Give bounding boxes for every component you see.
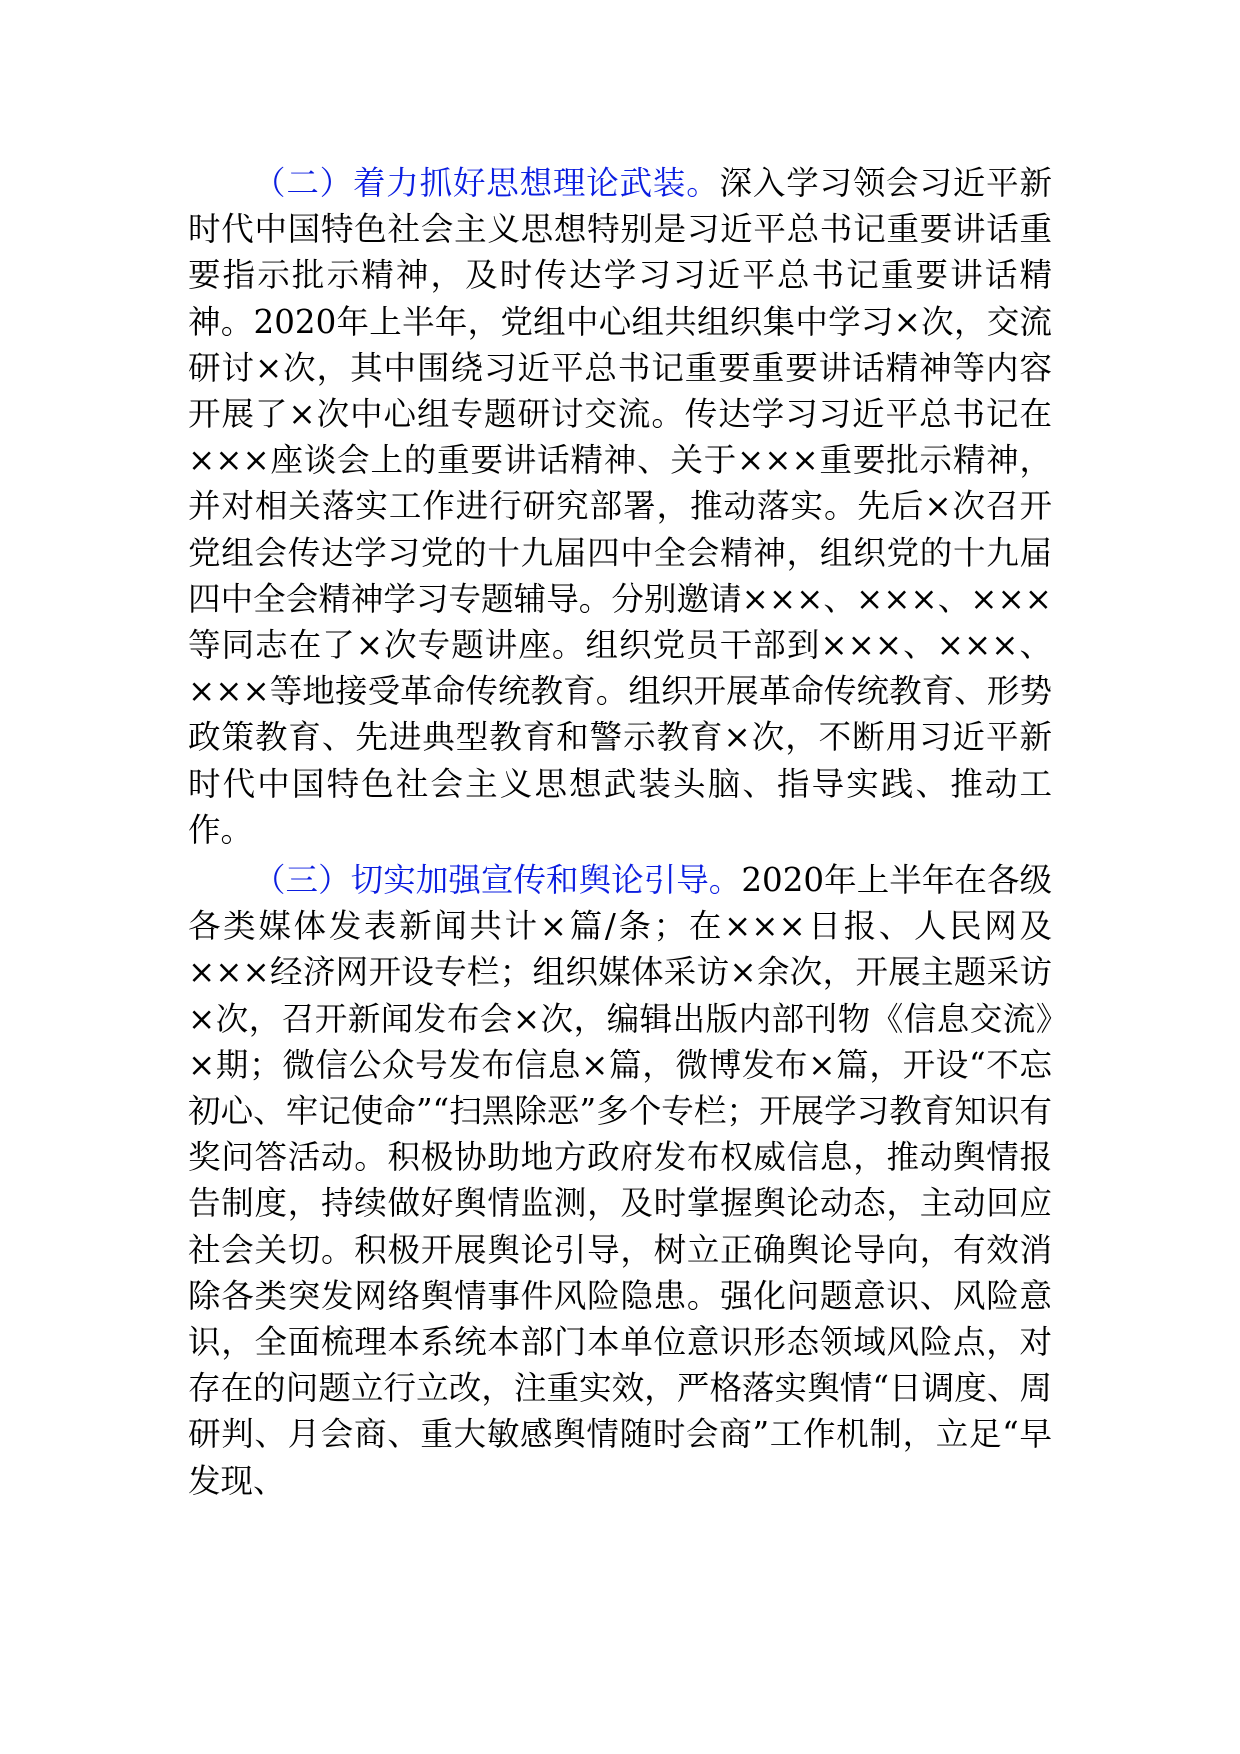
document-page: [188, 160, 1052, 1504]
paragraph-body-ideological-arming: 深入学习领会习近平新时代中国特色社会主义思想特别是习近平总书记重要讲话重要指示批示精神，及时传达学习习近平总书记重要讲话精神。2020年上半年，党组中心组共组织集中学习×次，交流研讨×次，其中围绕习近平总书记重要重要讲话精神等内容开展了×次中心组专题研讨交流。传达学习习近平总书记在×××座谈会上的重要讲话精神、关于×××重要批示精神，并对相关落实工作进行研究部署，推动落实。先后×次召开党组会传达学习党的十九届四中全会精神，组织党的十九届四中全会精神学习专题辅导。分别邀请×××、×××、×××等同志在了×次专题讲座。组织党员干部到×××、×××、×××等地接受革命传统教育。组织开展革命传统教育、形势政策教育、先进典型教育和警示教育×次，不断用习近平新时代中国特色社会主义思想武装头脑、指导实践、推动工作。: [188, 164, 1052, 849]
paragraph-publicity-guidance: [188, 857, 1052, 1504]
section-heading-publicity-guidance: （三）切实加强宣传和舆论引导。: [253, 861, 742, 900]
section-heading-ideological-arming: （二）着力抓好思想理论武装。: [253, 164, 720, 202]
paragraph-body-publicity-guidance: 2020年上半年在各级各类媒体发表新闻共计×篇/条；在×××日报、人民网及×××经济网开设专栏；组织媒体采访×余次，开展主题采访×次，召开新闻发布会×次，编辑出版内部刊物《信息交流》×期；微信公众号发布信息×篇，微博发布×篇，开设“不忘初心、牢记使命”“扫黑除恶”多个专栏；开展学习教育知识有奖问答活动。积极协助地方政府发布权威信息，推动舆情报告制度，持续做好舆情监测，及时掌握舆论动态，主动回应社会关切。积极开展舆论引导，树立正确舆论导向，有效消除各类突发网络舆情事件风险隐患。强化问题意识、风险意识，全面梳理本系统本部门本单位意识形态领域风险点，对存在的问题立行立改，注重实效，严格落实舆情“日调度、周研判、月会商、重大敏感舆情随时会商”工作机制，立足“早发现、: [188, 861, 1052, 1500]
paragraph-ideological-arming: [188, 160, 1052, 853]
